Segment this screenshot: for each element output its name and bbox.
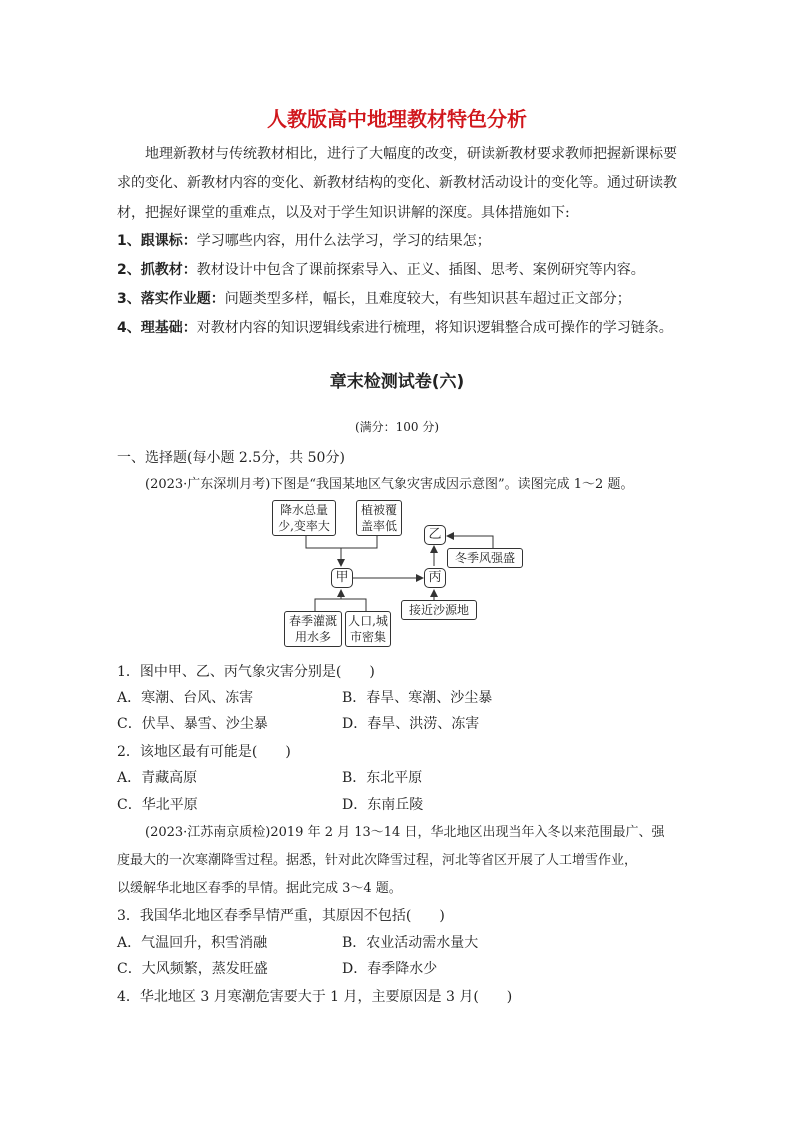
question-4: 4．华北地区 3 月寒潮危害要大于 1 月，主要原因是 3 月( ) (117, 989, 513, 1005)
q3-option-d: D．春季降水少 (342, 961, 438, 977)
q2-option-d: D．东南丘陵 (342, 797, 424, 813)
q1-option-d: D．春旱、洪涝、冻害 (342, 716, 480, 732)
box-line: 市密集 (349, 630, 386, 644)
q3-option-c: C．大风频繁，蒸发旺盛 (117, 961, 268, 977)
q2-option-c: C．华北平原 (117, 797, 198, 813)
box-line: 植被覆 (360, 503, 397, 517)
measure-text: 教材设计中包含了课前探索导入、正义、插图、思考、案例研究等内容。 (196, 262, 645, 278)
question-3: 3．我国华北地区春季旱情严重，其原因不包括( ) (117, 908, 445, 924)
diagram-box-low-vegetation (356, 500, 402, 536)
q3-option-a: A．气温回升，积雪消融 (117, 935, 268, 951)
document-title: 人教版高中地理教材特色分析 (267, 107, 527, 131)
q2-option-a: A．青藏高原 (117, 770, 198, 786)
q2-option-b: B．东北平原 (342, 770, 423, 786)
diagram-box-low-precipitation (272, 500, 336, 536)
exam-title: 章末检测试卷(六) (329, 372, 465, 392)
intro-line-2: 求的变化、新教材内容的变化、新教材结构的变化、新教材活动设计的变化等。通过研读教 (117, 175, 677, 191)
diagram-node-yi: 乙 (424, 525, 446, 545)
diagram-box-winter-monsoon: 冬季风强盛 (447, 548, 523, 568)
question-intro-2-line-3: 以缓解华北地区春季的旱情。据此完成 3～4 题。 (117, 881, 402, 896)
q1-option-b: B．春旱、寒潮、沙尘暴 (342, 690, 493, 706)
section-heading: 一、选择题(每小题 2.5分，共 50分) (117, 450, 345, 466)
question-intro-2-line-2: 度最大的一次寒潮降雪过程。据悉，针对此次降雪过程，河北等省区开展了人工增雪作业， (117, 853, 638, 868)
measure-text: 学习哪些内容，用什么法学习，学习的结果怎； (196, 233, 491, 249)
question-intro-2-line-1: (2023·江苏南京质检)2019 年 2 月 13～14 日，华北地区出现当年入冬以来范围最广、强 (145, 825, 665, 840)
full-score: (满分：100 分) (354, 420, 440, 434)
measure-label: 3、落实作业题： (117, 291, 225, 307)
measure-label: 1、跟课标： (117, 233, 197, 249)
box-line: 人口,城 (348, 614, 388, 628)
measure-label: 4、理基础： (117, 320, 197, 336)
question-2: 2．该地区最有可能是( ) (117, 744, 291, 760)
measure-label: 2、抓教材： (117, 262, 197, 278)
q1-option-a: A．寒潮、台风、冻害 (117, 690, 254, 706)
measure-text: 问题类型多样，幅长，且难度较大，有些知识甚车超过正文部分； (224, 291, 631, 307)
intro-line-3: 材，把握好课堂的重难点，以及对于学生知识讲解的深度。具体措施如下: (117, 205, 570, 221)
box-line: 降水总量 (279, 503, 328, 517)
diagram-box-spring-irrigation (284, 611, 342, 647)
measure-text: 对教材内容的知识逻辑线索进行梳理，将知识逻辑整合成可操作的学习链条。 (196, 320, 673, 336)
box-line: 春季灌溉 (288, 614, 337, 628)
diagram-box-dense-population (345, 611, 391, 647)
diagram-node-bing: 丙 (424, 568, 446, 588)
question-1: 1．图中甲、乙、丙气象灾害分别是( ) (117, 664, 375, 680)
question-intro: (2023·广东深圳月考)下图是“我国某地区气象灾害成因示意图”。读图完成 1～2 题。 (145, 477, 634, 492)
diagram-node-jia: 甲 (331, 568, 353, 588)
box-line: 盖率低 (360, 519, 397, 533)
diagram-box-near-desert: 接近沙源地 (401, 600, 477, 620)
box-line: 少,变率大 (278, 519, 330, 533)
q1-option-c: C．伏旱、暴雪、沙尘暴 (117, 716, 268, 732)
q3-option-b: B．农业活动需水量大 (342, 935, 479, 951)
intro-line-1: 地理新教材与传统教材相比，进行了大幅度的改变，研读新教材要求教师把握新课标要 (145, 146, 677, 162)
box-line: 用水多 (294, 630, 331, 644)
